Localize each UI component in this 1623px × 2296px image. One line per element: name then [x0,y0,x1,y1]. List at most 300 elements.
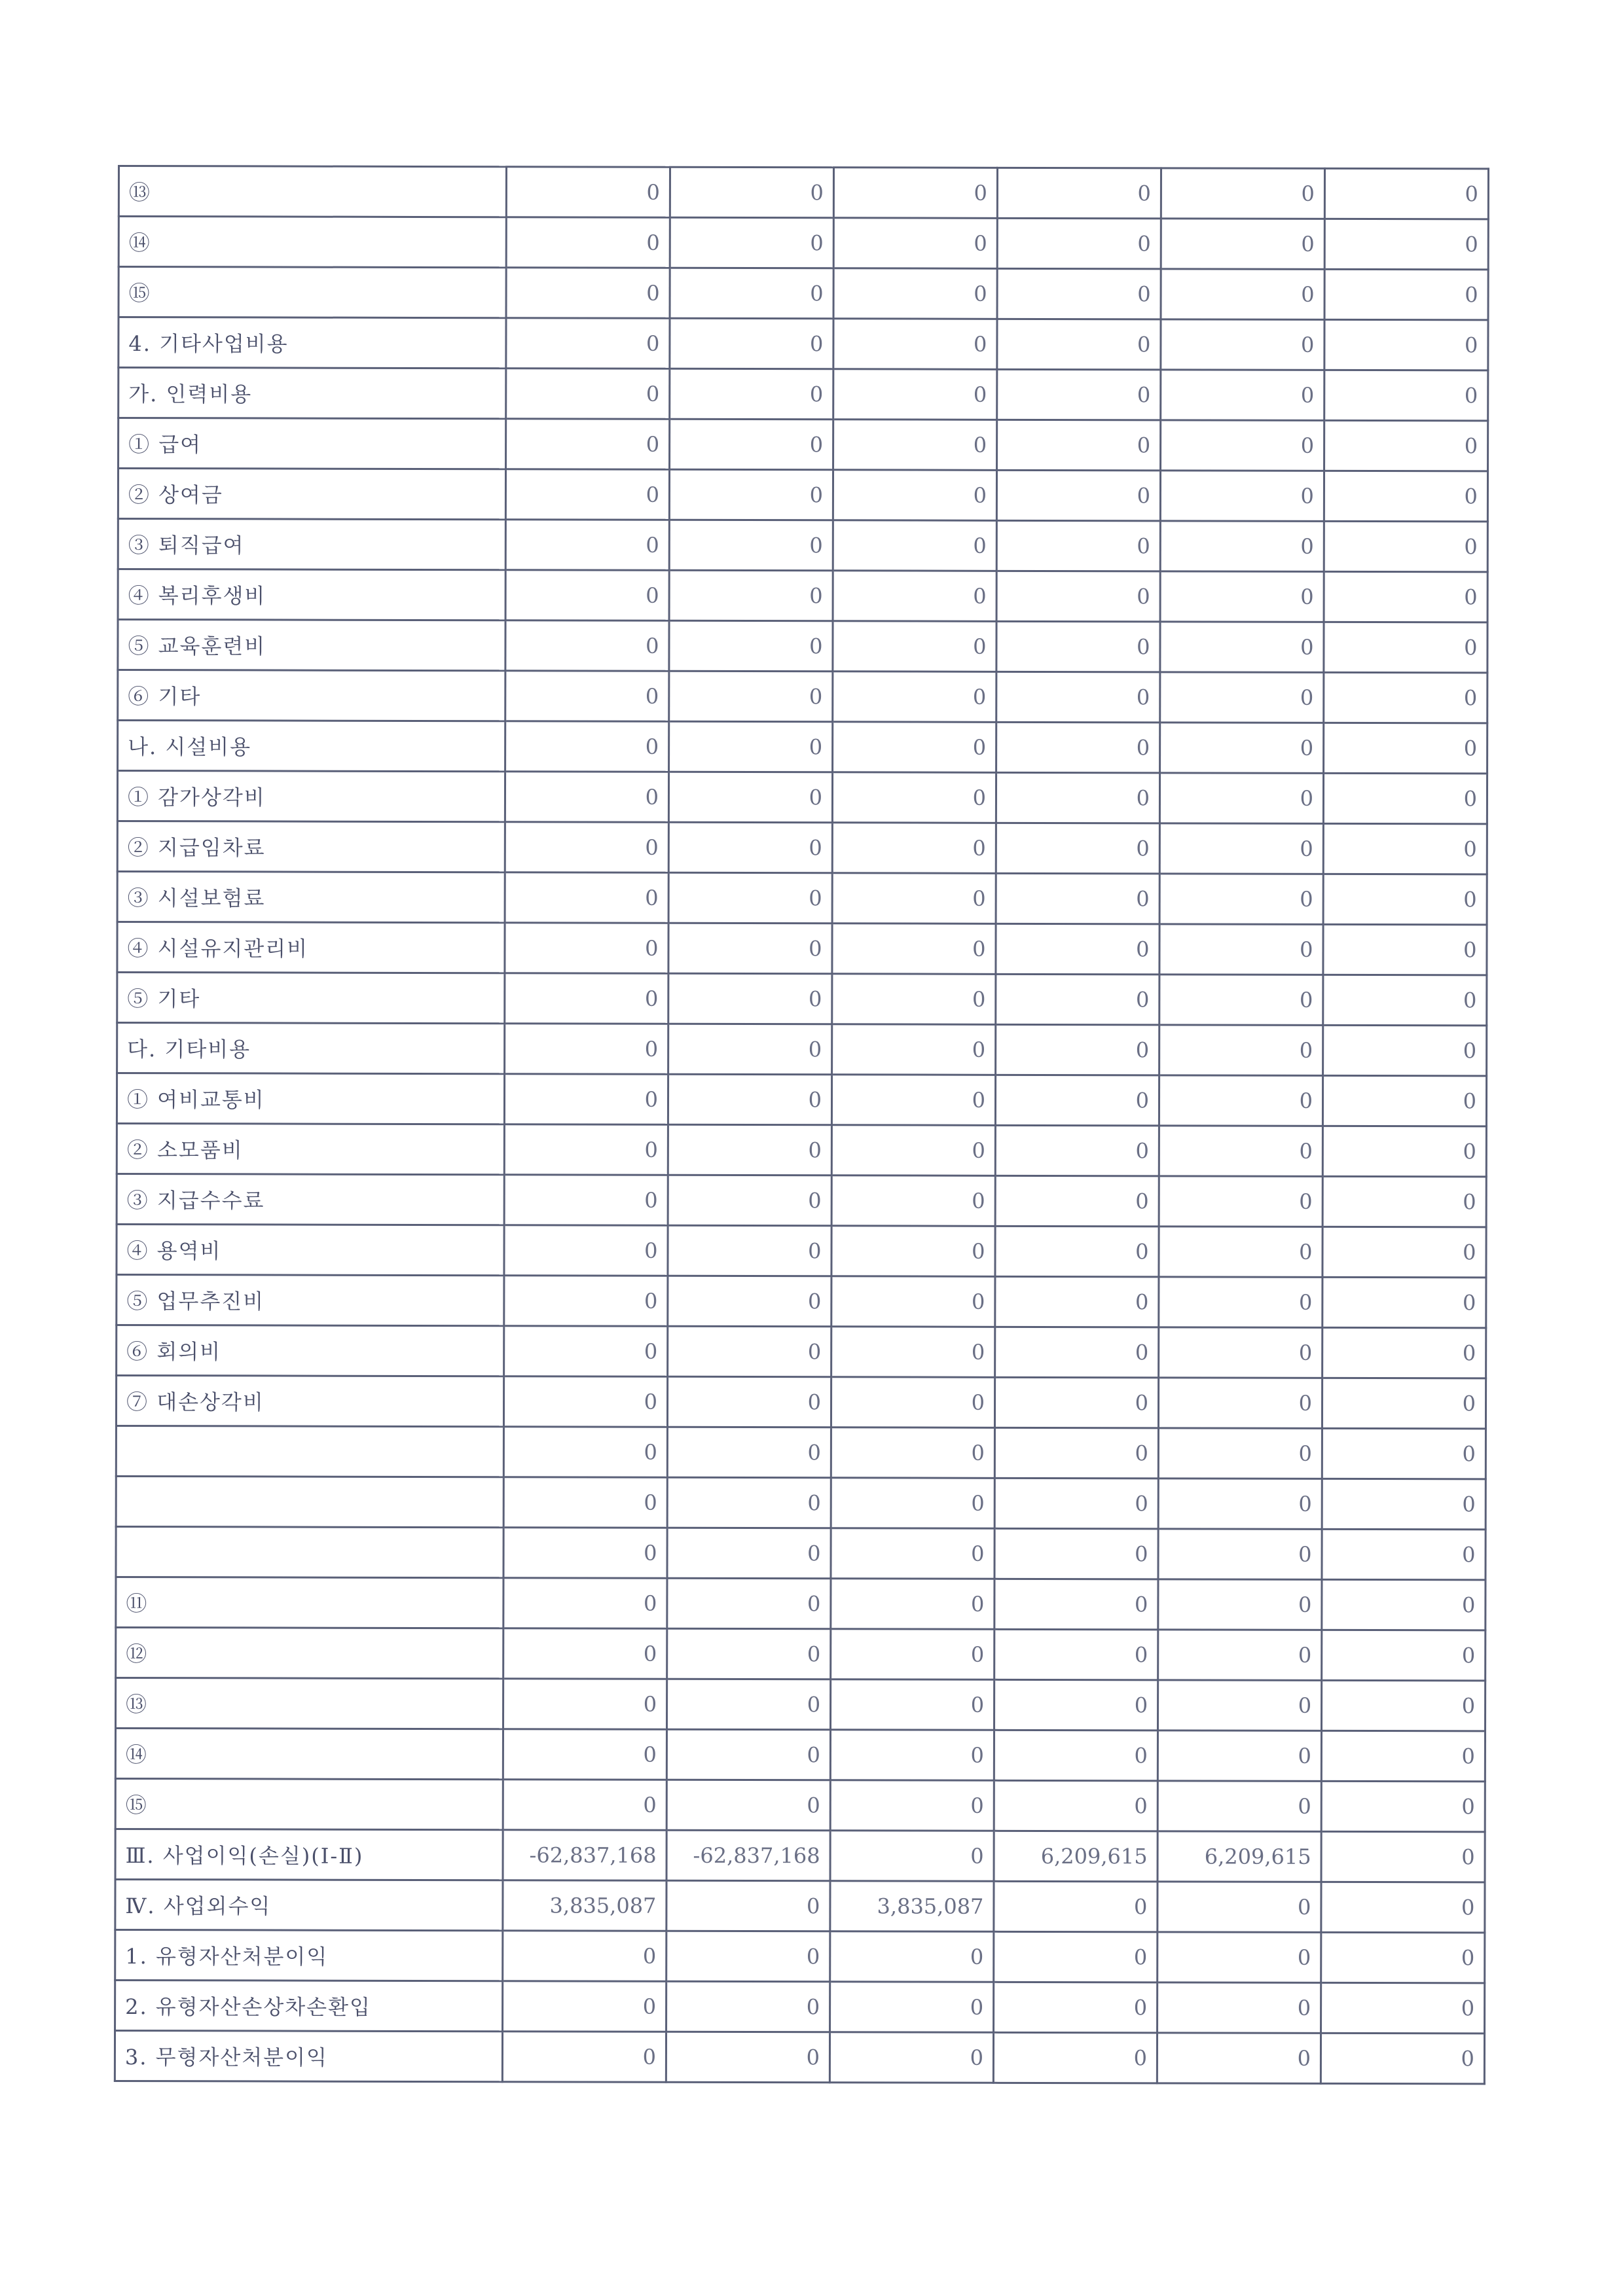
row-label-cell: ⑮ [115,1778,503,1829]
value-cell: 0 [833,268,997,319]
row-label-cell: ⑦ 대손상각비 [116,1375,503,1426]
value-cell: 0 [505,772,668,823]
value-cell: 0 [996,470,1160,521]
row-label-cell [116,1526,503,1577]
value-cell: 0 [505,570,669,621]
value-cell: 0 [670,368,833,420]
value-cell: 0 [1322,1277,1486,1328]
value-cell: 0 [831,1175,995,1227]
table-row [118,519,1487,572]
value-cell: 0 [830,1982,994,2033]
value-cell: 0 [832,772,996,823]
value-cell: 0 [504,1225,668,1276]
value-cell: 0 [1159,1227,1322,1278]
row-label-cell: ⑤ 교육훈련비 [118,620,505,671]
table-row [116,1577,1486,1630]
table-row [115,1677,1485,1731]
value-cell: 0 [503,1981,666,2032]
value-cell: 0 [668,1024,832,1075]
row-label-cell: ② 지급임차료 [117,821,505,872]
table-row [119,166,1488,219]
value-cell: 0 [1322,1630,1486,1681]
value-cell: 0 [670,419,833,470]
value-cell: 0 [1160,571,1324,622]
value-cell: 0 [1161,420,1324,471]
table-row [119,368,1488,421]
value-cell: 0 [666,1931,830,1982]
value-cell: 0 [1159,1176,1322,1227]
value-cell: 0 [833,722,996,773]
value-cell: 0 [996,571,1160,622]
value-cell: 0 [669,469,833,520]
value-cell: 0 [670,167,833,218]
value-cell: 0 [994,1377,1158,1428]
value-cell: 0 [1324,219,1488,270]
table-row [116,1375,1486,1428]
value-cell: 0 [506,167,670,218]
row-label-cell: ⑬ [119,166,506,217]
value-cell: 0 [833,319,997,370]
value-cell: 0 [1324,269,1488,320]
row-label-cell: ⑪ [116,1577,503,1628]
value-cell: 0 [670,318,833,369]
value-cell: 0 [668,923,832,974]
value-cell: 0 [669,570,833,621]
value-cell: 0 [1321,1680,1485,1731]
value-cell: 0 [668,1074,831,1125]
value-cell: 0 [503,1578,667,1629]
value-cell: 0 [830,1780,994,1831]
row-label-cell: ⑤ 기타 [117,973,505,1024]
value-cell: 0 [1324,370,1488,421]
value-cell: 0 [997,369,1161,420]
table-row [119,217,1488,270]
table-row [117,973,1487,1026]
value-cell: 0 [505,721,669,772]
value-cell: 0 [1321,1882,1485,1933]
value-cell: -62,837,168 [666,1830,830,1881]
value-cell: 0 [1160,521,1324,572]
row-label-cell: ① 감가상각비 [117,771,505,822]
value-cell: 0 [994,1730,1158,1781]
value-cell: 0 [668,1225,831,1276]
value-cell: 0 [831,1427,994,1479]
row-label-cell: ⑫ [116,1627,503,1678]
table-row [115,1829,1485,1882]
table-body [115,166,1488,2084]
value-cell: 0 [504,1074,668,1125]
table-row [118,620,1487,673]
value-cell: 0 [1324,420,1488,471]
row-label-cell: ① 여비교통비 [117,1073,504,1124]
value-cell: 0 [668,872,832,924]
value-cell: 0 [831,1629,994,1680]
row-label-cell: ② 소모품비 [117,1123,504,1174]
value-cell: 0 [996,1024,1159,1075]
row-label-cell: 나. 시설비용 [118,721,505,772]
value-cell: 0 [503,1477,667,1528]
value-cell: 0 [1324,672,1487,723]
table-row [117,1325,1486,1378]
value-cell: 0 [505,822,668,873]
value-cell: 0 [832,974,996,1025]
table-row [117,821,1487,874]
value-cell: 0 [995,1327,1159,1378]
table-row [115,2030,1484,2083]
value-cell: 0 [831,1528,994,1579]
value-cell: 0 [831,1125,995,1176]
value-cell: 0 [506,217,670,268]
table-row [116,1476,1486,1529]
row-label-cell: ⑮ [119,267,506,318]
table-row [117,1073,1486,1126]
value-cell: 0 [669,721,833,772]
value-cell: 0 [504,1326,668,1377]
value-cell: 0 [831,1478,994,1529]
value-cell: 0 [833,621,996,672]
value-cell: 0 [996,621,1160,672]
value-cell: 0 [994,1881,1158,1932]
value-cell: 0 [669,671,833,722]
value-cell: 0 [1322,1428,1486,1479]
row-label-cell: 가. 인력비용 [119,368,506,419]
value-cell: 0 [505,620,669,672]
value-cell: 0 [994,1679,1158,1731]
value-cell: 0 [994,1780,1158,1831]
value-cell: 0 [506,318,670,369]
value-cell: 0 [997,268,1161,319]
value-cell: 0 [666,1780,830,1831]
value-cell: 0 [503,1931,666,1982]
value-cell: 0 [503,1376,667,1427]
value-cell: 0 [670,217,833,268]
value-cell: 0 [1161,319,1324,370]
value-cell: 0 [994,1427,1158,1479]
value-cell: 0 [1158,1882,1321,1933]
row-label-cell: 3. 무형자산처분이익 [115,2030,502,2081]
row-label-cell [116,1426,503,1477]
value-cell: 0 [1161,168,1324,219]
row-label-cell: 2. 유형자산손상차손환입 [115,1980,503,2031]
value-cell: 0 [1324,723,1487,774]
value-cell: 0 [667,1427,831,1478]
table-row [115,1778,1485,1831]
value-cell: 0 [1159,823,1323,874]
value-cell: 0 [1158,1428,1322,1479]
value-cell: 0 [1158,1982,1321,2034]
row-label-cell: ① 급여 [119,418,506,469]
table-row [115,1980,1485,2033]
value-cell: 0 [505,1024,668,1075]
value-cell: 0 [503,1729,666,1780]
value-cell: 0 [831,1579,994,1630]
table-row [117,1224,1486,1277]
table-row [115,1728,1485,1781]
value-cell: 0 [994,1528,1158,1579]
value-cell: 0 [1322,1579,1486,1630]
value-cell: 0 [996,823,1159,874]
table-row [117,1274,1486,1327]
value-cell: 0 [833,470,996,521]
value-cell: 0 [833,571,996,622]
value-cell: 0 [1324,471,1487,522]
table-row [118,670,1487,723]
value-cell: 6,209,615 [994,1831,1158,1882]
value-cell: 0 [506,419,670,470]
value-cell: 0 [666,1679,830,1730]
table-row [119,267,1488,320]
value-cell: 0 [831,1075,995,1126]
value-cell: -62,837,168 [503,1830,666,1881]
table-row [116,1627,1486,1680]
value-cell: 0 [666,1729,830,1780]
value-cell: 0 [503,1528,667,1579]
value-cell: 0 [669,620,833,672]
value-cell: 0 [504,1175,668,1226]
financial-statement-table [114,165,1489,2085]
table-row [115,1929,1485,1982]
value-cell: 0 [1321,1932,1485,1983]
value-cell: 0 [1322,1176,1486,1227]
value-cell: 0 [668,1276,831,1327]
value-cell: 0 [994,1478,1158,1529]
table-row [117,1174,1486,1227]
value-cell: 0 [994,1629,1158,1680]
table-row [116,1426,1486,1479]
table-row [117,1023,1487,1076]
value-cell: 0 [1323,823,1487,874]
value-cell: 0 [1321,1982,1485,2034]
value-cell: 0 [1324,168,1488,219]
value-cell: 0 [1158,1731,1321,1782]
value-cell: 0 [668,1124,831,1175]
value-cell: 0 [830,1931,994,1982]
value-cell: 0 [994,1579,1158,1630]
table-row [117,872,1487,925]
value-cell: 0 [1322,1479,1486,1530]
value-cell: 0 [832,924,996,975]
table-row [118,469,1487,522]
value-cell: 0 [668,973,832,1024]
value-cell: 0 [1323,773,1487,824]
value-cell: 0 [503,1628,667,1679]
value-cell: 0 [996,974,1159,1025]
value-cell: 0 [993,2032,1157,2083]
value-cell: 0 [995,1125,1159,1176]
value-cell: 0 [832,873,996,924]
value-cell: 0 [1322,1075,1486,1126]
row-label-cell: ⑤ 업무추진비 [117,1274,504,1325]
value-cell: 0 [995,1226,1159,1277]
table-row [119,418,1488,471]
value-cell: 0 [1323,874,1487,925]
row-label-cell: ⑥ 회의비 [117,1325,504,1376]
value-cell: 0 [1159,924,1323,975]
value-cell: 0 [668,822,832,873]
value-cell: 0 [833,218,997,269]
value-cell: 0 [505,872,668,924]
table-row [117,1123,1486,1176]
value-cell: 0 [1323,924,1487,975]
value-cell: 0 [832,1024,996,1075]
value-cell: 0 [1321,1781,1485,1832]
value-cell: 0 [1159,975,1323,1026]
value-cell: 0 [994,1931,1158,1982]
value-cell: 0 [1159,1277,1322,1328]
table-row [118,721,1487,774]
value-cell: 0 [506,368,670,420]
value-cell: 0 [997,168,1161,219]
value-cell: 0 [666,2032,830,2083]
value-cell: 0 [830,1730,994,1781]
value-cell: 0 [502,2032,666,2083]
row-label-cell: 4. 기타사업비용 [119,317,506,368]
value-cell: 0 [833,369,997,420]
table-row [117,922,1487,975]
value-cell: 0 [1160,723,1324,774]
value-cell: 0 [831,1276,995,1327]
value-cell: 0 [667,1578,831,1629]
row-label-cell: ⑥ 기타 [118,670,505,721]
value-cell: 0 [995,1276,1159,1327]
value-cell: 0 [1322,1227,1486,1278]
value-cell: 0 [668,1175,831,1226]
table-row [117,771,1487,824]
value-cell: 0 [667,1628,831,1679]
value-cell: 0 [1158,1932,1321,1983]
table-row [116,1526,1486,1579]
table-row [118,569,1487,622]
value-cell: 0 [503,1679,666,1730]
value-cell: 0 [1159,1126,1322,1177]
value-cell: 0 [1158,1529,1322,1580]
value-cell: 0 [1161,370,1324,421]
value-cell: 0 [666,1981,830,2032]
value-cell: 0 [1322,1378,1486,1429]
value-cell: 0 [503,1780,666,1831]
value-cell: 0 [831,1226,995,1277]
value-cell: 0 [1321,2033,1484,2084]
value-cell: 0 [670,268,833,319]
row-label-cell: 1. 유형자산처분이익 [115,1929,503,1981]
value-cell: 0 [833,168,997,219]
row-label-cell [116,1476,503,1527]
value-cell: 0 [668,1326,831,1377]
value-cell: 0 [1324,521,1487,572]
value-cell: 0 [996,672,1160,723]
value-cell: 0 [831,1327,995,1378]
value-cell: 3,835,087 [503,1880,666,1931]
value-cell: 0 [833,672,996,723]
row-label-cell: ③ 지급수수료 [117,1174,504,1225]
value-cell: 0 [832,823,996,874]
row-label-cell: 다. 기타비용 [117,1023,505,1074]
value-cell: 0 [1157,2033,1321,2084]
value-cell: 0 [1322,1529,1486,1580]
value-cell: 0 [504,1124,668,1175]
value-cell: 0 [505,520,669,571]
value-cell: 0 [1159,773,1323,824]
value-cell: 6,209,615 [1158,1831,1321,1882]
row-label-cell: ④ 용역비 [117,1224,504,1275]
value-cell: 0 [1158,1479,1322,1530]
value-cell: 0 [997,218,1161,269]
value-cell: 0 [667,1528,831,1579]
value-cell: 0 [996,520,1160,571]
value-cell: 0 [505,973,668,1024]
value-cell: 3,835,087 [830,1881,994,1932]
value-cell: 0 [995,1175,1159,1227]
value-cell: 0 [505,671,669,722]
value-cell: 0 [831,1377,994,1428]
value-cell: 0 [997,319,1161,370]
value-cell: 0 [996,873,1159,924]
value-cell: 0 [1161,219,1324,270]
value-cell: 0 [1324,319,1488,370]
value-cell: 0 [1322,1126,1486,1177]
value-cell: 0 [833,420,997,471]
value-cell: 0 [1324,571,1487,622]
row-label-cell: ⑭ [115,1728,503,1779]
value-cell: 0 [997,420,1161,471]
value-cell: 0 [505,469,669,520]
value-cell: 0 [1159,1025,1323,1076]
value-cell: 0 [1158,1579,1322,1630]
row-label-cell: ④ 시설유지관리비 [117,922,505,973]
value-cell: 0 [504,1276,668,1327]
value-cell: 0 [1160,622,1324,673]
value-cell: 0 [830,1831,994,1882]
row-label-cell: Ⅲ. 사업이익(손실)(Ⅰ-Ⅱ) [115,1829,503,1880]
row-label-cell: ③ 퇴직급여 [118,519,505,570]
value-cell: 0 [1323,1025,1487,1076]
value-cell: 0 [830,2032,993,2083]
value-cell: 0 [996,772,1159,823]
value-cell: 0 [994,1982,1158,2033]
row-label-cell: ② 상여금 [118,469,505,520]
table-row [115,1879,1485,1932]
value-cell: 0 [1323,975,1487,1026]
value-cell: 0 [506,268,670,319]
value-cell: 0 [1324,622,1487,673]
value-cell: 0 [667,1376,831,1427]
value-cell: 0 [1158,1781,1321,1832]
value-cell: 0 [1158,1630,1322,1681]
row-label-cell: ⑬ [115,1677,503,1729]
row-label-cell: Ⅳ. 사업외수익 [115,1879,503,1930]
value-cell: 0 [1158,1680,1321,1731]
value-cell: 0 [996,924,1159,975]
value-cell: 0 [667,1477,831,1528]
value-cell: 0 [1161,269,1324,320]
value-cell: 0 [833,520,996,571]
value-cell: 0 [668,772,832,823]
value-cell: 0 [996,722,1160,773]
value-cell: 0 [1159,1075,1322,1126]
value-cell: 0 [1321,1831,1485,1882]
value-cell: 0 [505,923,668,974]
value-cell: 0 [1159,1327,1322,1378]
value-cell: 0 [666,1880,830,1931]
row-label-cell: ③ 시설보험료 [117,872,505,923]
value-cell: 0 [1159,874,1323,925]
row-label-cell: ④ 복리후생비 [118,569,505,620]
value-cell: 0 [669,520,833,571]
value-cell: 0 [1158,1378,1322,1429]
value-cell: 0 [1160,672,1324,723]
value-cell: 0 [830,1679,994,1731]
value-cell: 0 [1160,471,1324,522]
